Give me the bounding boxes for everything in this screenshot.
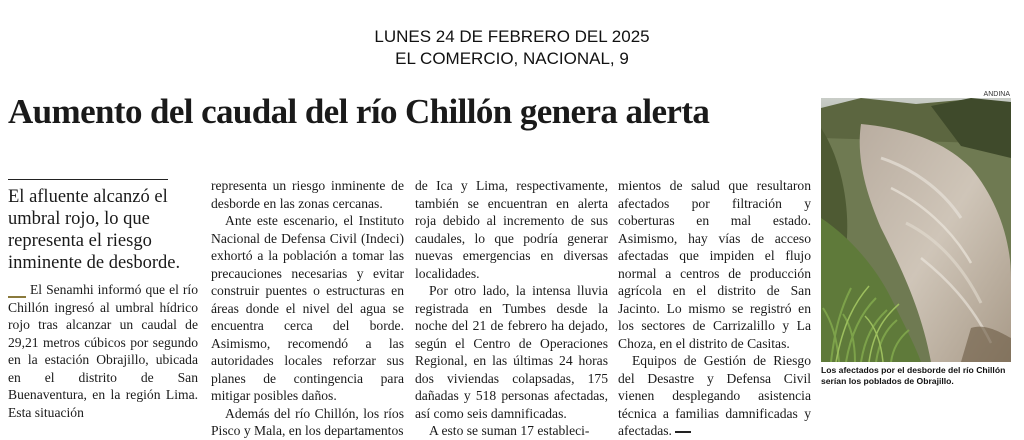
article-end-mark <box>675 431 691 433</box>
river-photo <box>821 98 1011 362</box>
paragraph: mientos de salud que resultaron afectados por filtración y coberturas en mal estado. Asimismo, hay vías de acceso afectadas que impiden el flujo normal a centros de producción agrícola en el distrito de San Jacinto. Lo mismo se registró en los sectores de Carrizalillo y La Choza, en el distrito de Casitas. <box>618 178 811 351</box>
paragraph <box>618 352 811 440</box>
article-column-1 <box>8 281 198 421</box>
paragraph-text: Equipos de Gestión de Riesgo del Desastre y Defensa Civil vienen desplegando asistencia técnica a familias damnificadas y afectadas. <box>618 353 811 438</box>
issue-date: LUNES 24 DE FEBRERO DEL 2025 <box>374 27 650 46</box>
article-column-4 <box>618 177 811 440</box>
article-column-3 <box>415 177 608 440</box>
deck-divider <box>8 179 168 180</box>
paragraph: representa un riesgo inminente de desborde en las zonas cercanas. <box>211 178 404 211</box>
paragraph: A esto se suman 17 estableci- <box>429 423 590 438</box>
publication-info: EL COMERCIO, NACIONAL, 9 <box>395 49 629 68</box>
paragraph: El Senamhi informó que el río Chillón ingresó al umbral hídrico rojo tras alcanzar un caudal de 29,21 metros cúbicos por segundo en la estación Obrajillo, ubicada en el distrito de San Buenaventura, en la región Lima. Esta situación <box>8 282 198 420</box>
article-column-2 <box>211 177 404 440</box>
photo-credit: ANDINA <box>983 91 1010 98</box>
paragraph: Ante este escenario, el Instituto Nacional de Defensa Civil (Indeci) exhortó a la población a tomar las precauciones necesarias y evitar construir puentes o estructuras en áreas donde el nivel del agua se encuentra cerca del borde. Asimismo, recomendó a las autoridades locales reforzar sus planes de contingencia para mitigar posibles daños. <box>211 213 404 403</box>
paragraph: de Ica y Lima, respectivamente, también se encuentran en alerta roja debido al incremento de sus caudales, lo que podría generar nuevas emergencias en diversas localidades. <box>415 178 608 281</box>
river-photo-illustration <box>821 98 1011 362</box>
photo-caption: Los afectados por el desborde del río Chillón serían los poblados de Obrajillo. <box>821 365 1006 386</box>
paragraph: Por otro lado, la intensa lluvia registrada en Tumbes desde la noche del 21 de febrero ha dejado, según el Centro de Operaciones Regional, en las últimas 24 horas dos viviendas colapsadas, 175 dañadas y 518 personas afectadas, así como seis damnificadas. <box>415 283 608 421</box>
paragraph: Además del río Chillón, los ríos Pisco y Mala, en los departamentos <box>211 405 404 438</box>
article-headline: Aumento del caudal del río Chillón genera alerta <box>8 92 710 131</box>
article-deck: El afluente alcanzó el umbral rojo, lo que representa el riesgo inminente de desborde. <box>8 187 181 273</box>
page-dateline <box>0 26 1024 70</box>
